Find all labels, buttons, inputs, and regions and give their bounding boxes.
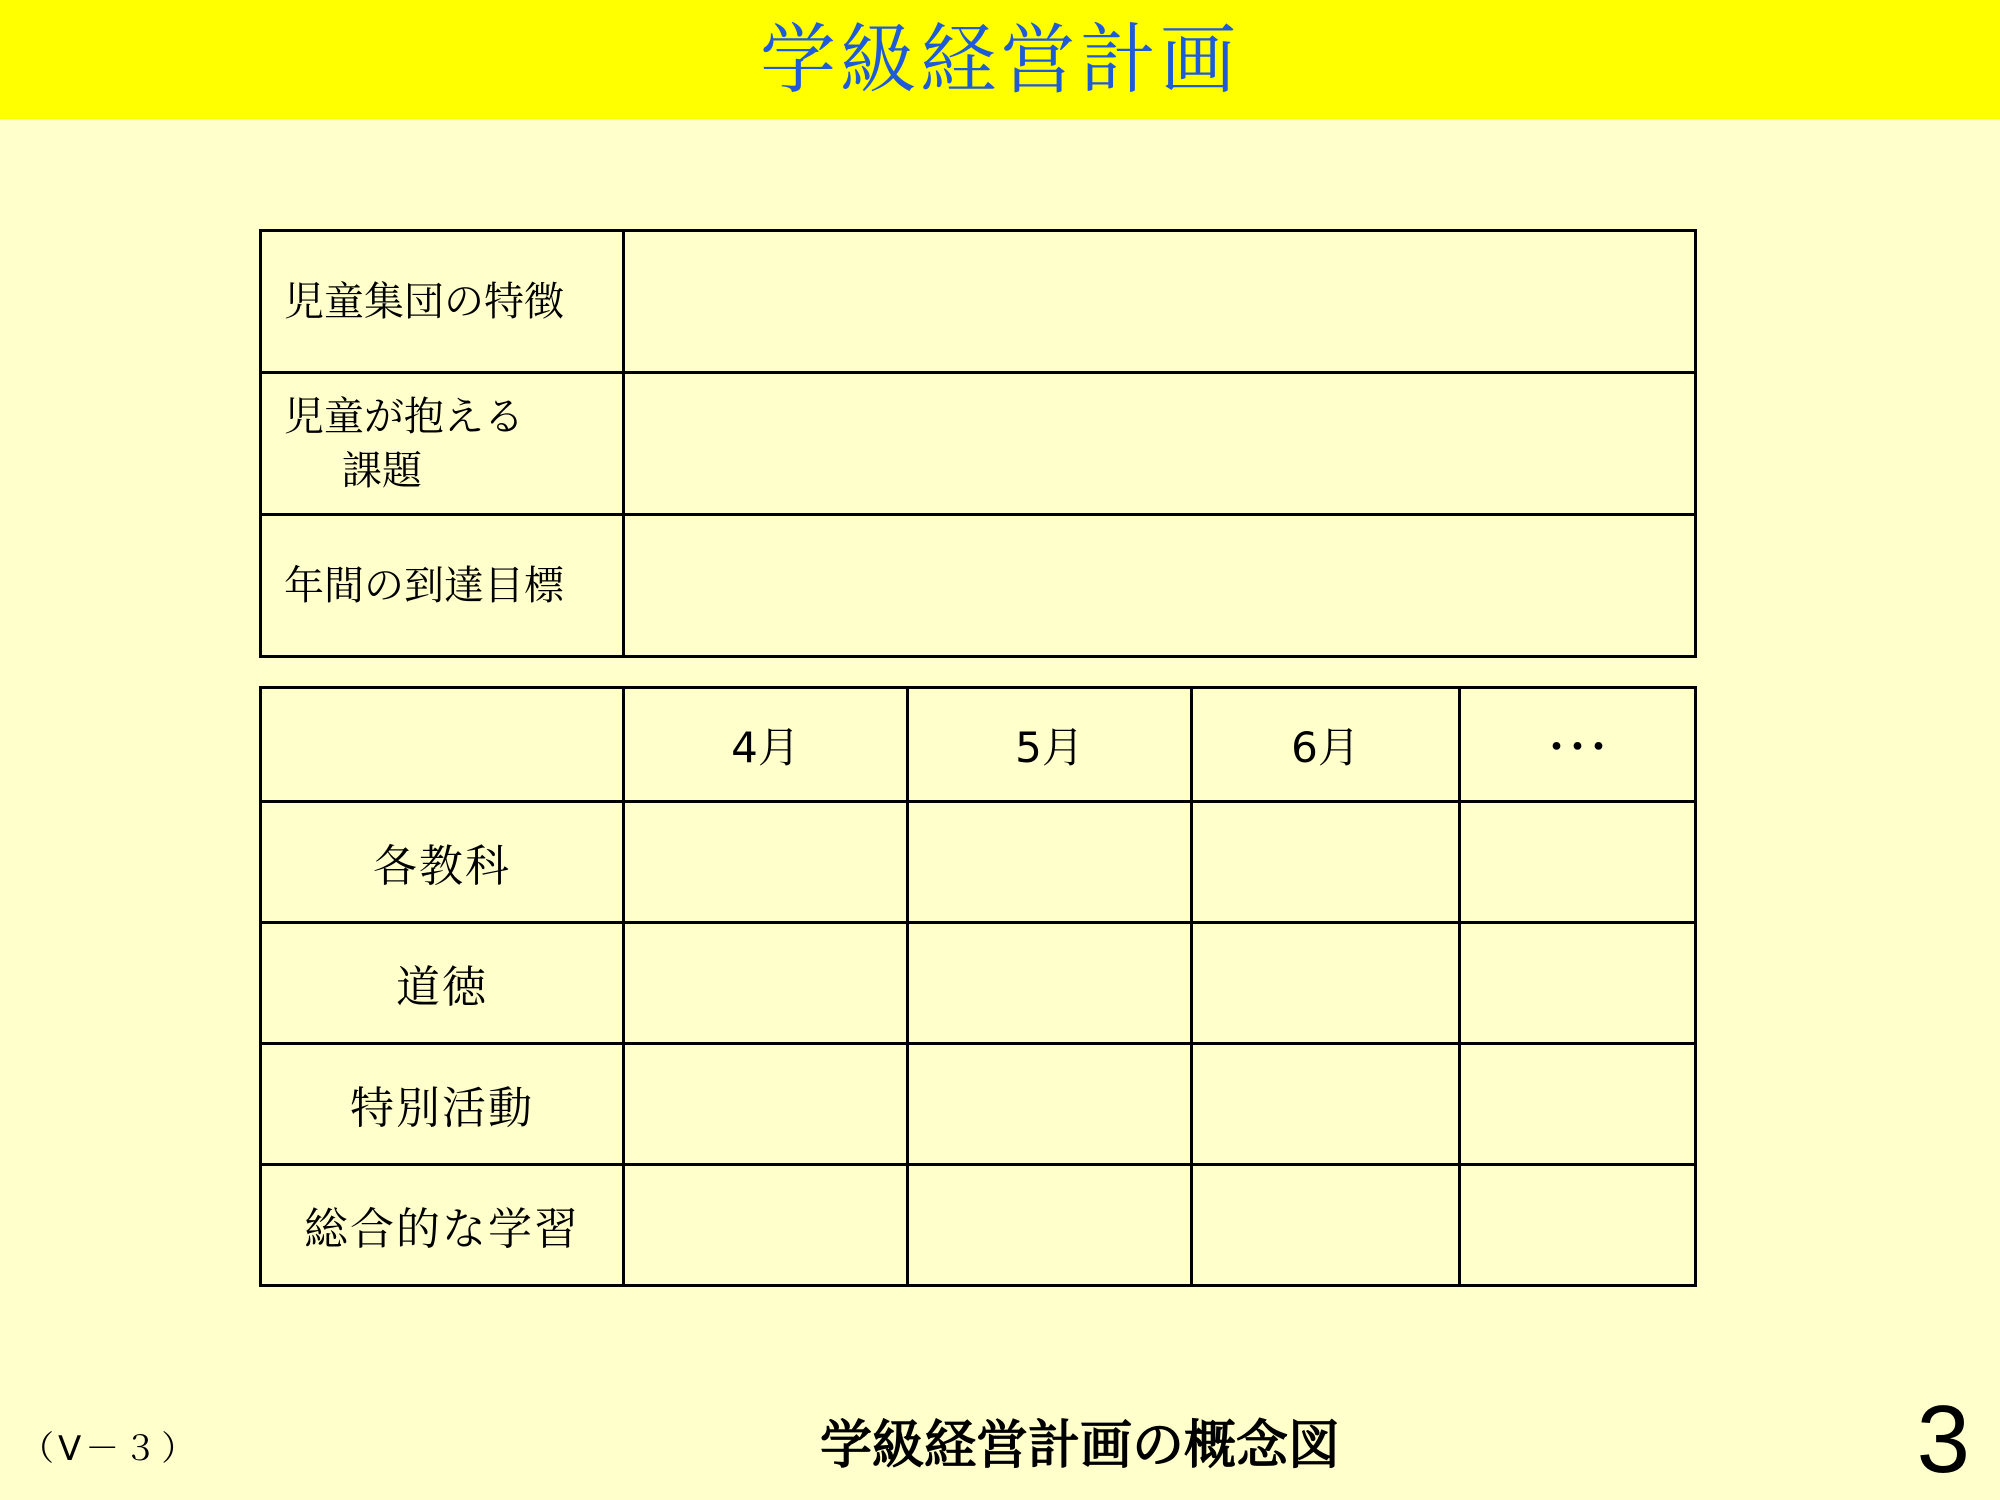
- plan-cell: [624, 923, 908, 1044]
- title-bar: [0, 0, 2000, 119]
- page-title: 学級経営計画: [760, 14, 1240, 104]
- plan-cell: [908, 1044, 1192, 1165]
- table-header-row: [261, 688, 1696, 802]
- row-label-group-characteristics: 児童集団の特徴: [261, 231, 624, 373]
- plan-cell: [908, 923, 1192, 1044]
- plan-cell: [1192, 923, 1460, 1044]
- monthly-plan-table: [259, 686, 1697, 1287]
- row-label-integrated-study: 総合的な学習: [261, 1165, 624, 1286]
- table-row: [261, 1165, 1696, 1286]
- section-code: （Ⅴ－３）: [20, 1429, 200, 1469]
- table-row: [261, 231, 1696, 373]
- row-label-line: 課題: [342, 447, 422, 494]
- plan-cell: [624, 1044, 908, 1165]
- table-row: [261, 802, 1696, 923]
- table-row: [261, 1044, 1696, 1165]
- row-label-annual-goal: 年間の到達目標: [261, 515, 624, 657]
- month-header-may: 5月: [908, 688, 1192, 802]
- content-cell-group-characteristics: [624, 231, 1696, 373]
- month-header-june: 6月: [1192, 688, 1460, 802]
- figure-caption: 学級経営計画の概念図: [819, 1416, 1340, 1476]
- table-row: [261, 923, 1696, 1044]
- plan-cell: [1192, 1044, 1460, 1165]
- plan-cell: [1460, 802, 1696, 923]
- corner-cell: [261, 688, 624, 802]
- table-row: [261, 515, 1696, 657]
- row-label-subjects: 各教科: [261, 802, 624, 923]
- plan-cell: [1460, 1165, 1696, 1286]
- page-number: 3: [1916, 1386, 1970, 1493]
- plan-cell: [1192, 802, 1460, 923]
- month-header-april: 4月: [624, 688, 908, 802]
- plan-cell: [624, 1165, 908, 1286]
- class-profile-table: [259, 229, 1697, 658]
- row-label-moral-education: 道徳: [261, 923, 624, 1044]
- content-cell-student-issues: [624, 373, 1696, 515]
- content-cell-annual-goal: [624, 515, 1696, 657]
- table-row: [261, 373, 1696, 515]
- month-header-ellipsis: ･･･: [1460, 688, 1696, 802]
- row-label-line: 児童が抱える: [284, 393, 524, 440]
- row-label-special-activities: 特別活動: [261, 1044, 624, 1165]
- plan-cell: [1460, 923, 1696, 1044]
- plan-cell: [908, 802, 1192, 923]
- row-label-student-issues: [261, 373, 624, 515]
- plan-cell: [1192, 1165, 1460, 1286]
- plan-cell: [624, 802, 908, 923]
- plan-cell: [908, 1165, 1192, 1286]
- plan-cell: [1460, 1044, 1696, 1165]
